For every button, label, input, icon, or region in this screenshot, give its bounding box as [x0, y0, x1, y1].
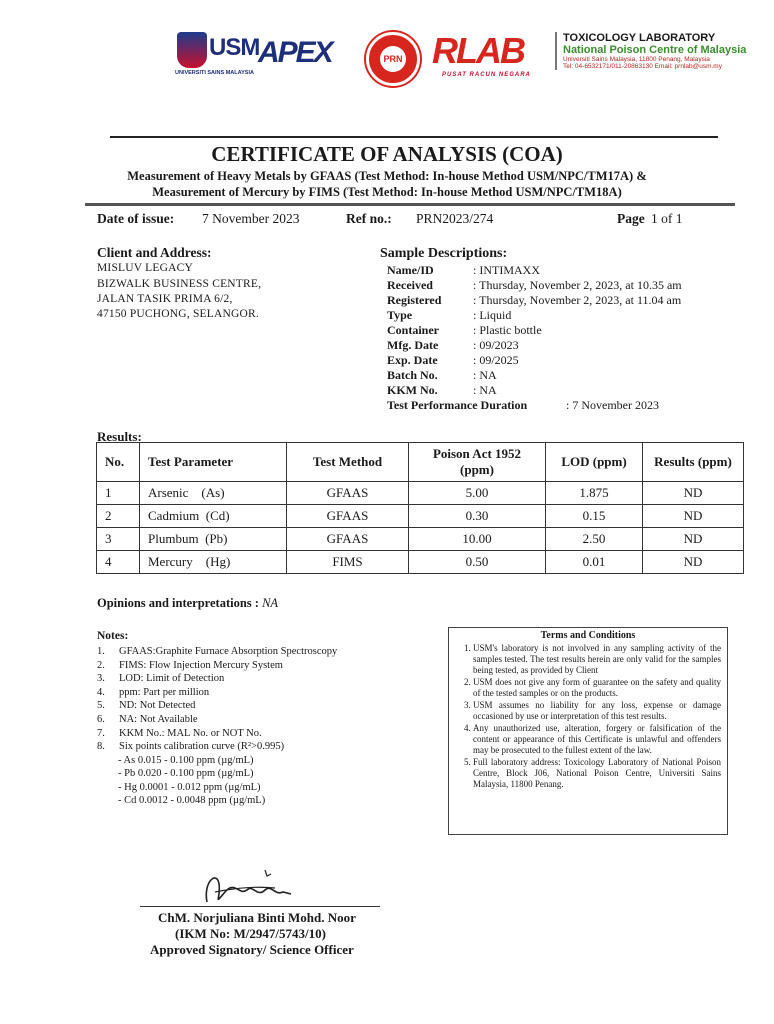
terms-and-conditions-box: [448, 627, 728, 835]
cell-method: GFAAS: [287, 482, 409, 505]
usm-logo-subtitle: UNIVERSITI SAINS MALAYSIA: [175, 70, 254, 76]
terms-item: 5. Full laboratory address: Toxicology Laboratory of National Poison Centre, Block J06, National Poison Centre, Universiti Sains Malaysia, 11800 Penang.: [473, 757, 721, 790]
note-text: GFAAS:Graphite Furnace Absorption Spectroscopy: [119, 646, 338, 657]
note-item: [97, 700, 195, 711]
cell-parameter: Plumbum (Pb): [140, 528, 287, 551]
note-number: 5.: [97, 700, 105, 711]
apex-logo-word: APEX: [258, 36, 332, 69]
page-value: 1 of 1: [651, 211, 683, 226]
note-text: ppm: Part per million: [119, 687, 210, 698]
cell-no: 3: [97, 528, 140, 551]
sample-label: Type: [387, 308, 413, 322]
note-text: ND: Not Detected: [119, 700, 196, 711]
note-item: [97, 646, 337, 657]
note-item: [97, 660, 283, 671]
lab-name: TOXICOLOGY LABORATORY: [563, 32, 716, 44]
sample-value: : Thursday, November 2, 2023, at 10.35 am: [473, 278, 682, 292]
results-table: [96, 442, 744, 574]
sample-value: : NA: [473, 368, 497, 382]
cell-result: ND: [643, 528, 744, 551]
page-label: Page: [617, 211, 645, 226]
sample-value: : Plastic bottle: [473, 323, 542, 337]
sample-value: : Thursday, November 2, 2023, at 11.04 am: [473, 293, 682, 307]
signatory-ikm: (IKM No: M/2947/5743/10): [175, 926, 326, 941]
client-line: MISLUV LEGACY: [97, 262, 193, 274]
sample-value: : 09/2023: [473, 338, 519, 352]
sample-value: : Liquid: [473, 308, 512, 322]
cell-lod: 0.01: [546, 551, 643, 574]
prn-logo-word: PRN: [380, 46, 406, 72]
client-line: BIZWALK BUSINESS CENTRE,: [97, 278, 262, 290]
cell-parameter: Mercury (Hg): [140, 551, 287, 574]
usm-logo: [175, 30, 260, 80]
calibration-range: - Cd 0.0012 - 0.0048 ppm (µg/mL): [118, 795, 266, 806]
table-row: [97, 505, 744, 528]
cell-poison-act: 10.00: [409, 528, 546, 551]
cell-no: 4: [97, 551, 140, 574]
apex-logo: [258, 36, 332, 70]
note-number: 8.: [97, 741, 105, 752]
terms-heading: Terms and Conditions: [540, 630, 636, 641]
lab-contact: Tel: 04-6532171/011-20863130 Email: prnlab@usm.my: [563, 63, 722, 70]
sample-heading: Sample Descriptions:: [380, 246, 508, 261]
client-line: 47150 PUCHONG, SELANGOR.: [97, 308, 259, 320]
col-header-no: No.: [97, 443, 140, 482]
client-heading: Client and Address:: [97, 245, 212, 260]
note-number: 2.: [97, 660, 105, 671]
cell-parameter: Arsenic (As): [140, 482, 287, 505]
document-subtitle-2: Measurement of Mercury by FIMS (Test Method: In-house Method USM/NPC/TM18A): [152, 185, 622, 199]
cell-lod: 2.50: [546, 528, 643, 551]
results-header-row: [97, 443, 744, 482]
col-header-poison-act: Poison Act 1952 (ppm): [409, 443, 546, 482]
terms-item: 4. Any unauthorized use, alteration, forgery or falsification of the content or appearance of this Certificate is unlawful and offenders may be prosecuted to the fullest extent of the law.: [473, 723, 721, 756]
col-header-method: Test Method: [287, 443, 409, 482]
table-row: [97, 482, 744, 505]
sample-label: Received: [387, 278, 433, 292]
cell-method: FIMS: [287, 551, 409, 574]
rlab-logo-subtitle: PUSAT RACUN NEGARA: [442, 72, 531, 78]
date-of-issue-label: Date of issue:: [97, 211, 175, 226]
note-item: [97, 728, 262, 739]
test-duration-label: Test Performance Duration: [387, 398, 528, 412]
note-number: 3.: [97, 673, 105, 684]
opinions-label: Opinions and interpretations :: [97, 596, 259, 610]
sample-label: Batch No.: [387, 368, 438, 382]
note-item: [97, 714, 198, 725]
note-text: NA: Not Available: [119, 714, 198, 725]
cell-poison-act: 5.00: [409, 482, 546, 505]
calibration-range: - As 0.015 - 0.100 ppm (µg/mL): [118, 755, 254, 766]
note-number: 7.: [97, 728, 105, 739]
terms-item: 3. USM assumes no liability for any loss, expense or damage occasioned by use or interpretation of this test results.: [473, 700, 721, 722]
usm-crest-icon: [177, 32, 207, 68]
document-title: CERTIFICATE OF ANALYSIS (COA): [211, 142, 563, 166]
usm-logo-word: USM: [209, 34, 260, 61]
col-header-results: Results (ppm): [643, 443, 744, 482]
sample-label: Name/ID: [387, 263, 434, 277]
table-row: [97, 551, 744, 574]
cell-lod: 1.875: [546, 482, 643, 505]
note-number: 4.: [97, 687, 105, 698]
col-header-lod: LOD (ppm): [546, 443, 643, 482]
sample-label: Registered: [387, 293, 442, 307]
cell-poison-act: 0.50: [409, 551, 546, 574]
col-header-parameter: Test Parameter: [140, 443, 287, 482]
signatory-name: ChM. Norjuliana Binti Mohd. Noor: [158, 910, 356, 925]
title-top-rule: [110, 136, 718, 138]
sample-label: Mfg. Date: [387, 338, 439, 352]
sample-label: Container: [387, 323, 439, 337]
note-text: LOD: Limit of Detection: [119, 673, 225, 684]
terms-item: 2. USM does not give any form of guarantee on the safety and quality of the tested samples or on the products.: [473, 677, 721, 699]
sample-label: Exp. Date: [387, 353, 438, 367]
lab-address: Universiti Sains Malaysia, 11800 Penang, Malaysia: [563, 56, 710, 63]
sample-value: : NA: [473, 383, 497, 397]
note-item: [97, 673, 224, 684]
handwritten-signature: [195, 862, 315, 912]
notes-heading: Notes:: [97, 630, 129, 642]
date-of-issue-value: 7 November 2023: [202, 211, 300, 226]
rlab-logo-word: RLAB: [432, 30, 524, 71]
results-label: Results:: [97, 429, 142, 444]
ref-no-value: PRN2023/274: [416, 211, 494, 226]
signature-line: [140, 906, 380, 907]
note-text: KKM No.: MAL No. or NOT No.: [119, 728, 262, 739]
cell-result: ND: [643, 551, 744, 574]
opinions: [97, 596, 278, 611]
table-row: [97, 528, 744, 551]
centre-name: National Poison Centre of Malaysia: [563, 44, 747, 56]
note-number: 1.: [97, 646, 105, 657]
terms-item: 1. USM's laboratory is not involved in any sampling activity of the samples tested. The test results herein are only valid for the samples being tested, as provided by Client: [473, 643, 721, 676]
ref-no-label: Ref no.:: [346, 211, 392, 226]
document-subtitle-1: Measurement of Heavy Metals by GFAAS (Test Method: In-house Method USM/NPC/TM17A) &: [127, 169, 647, 183]
calibration-range: - Hg 0.0001 - 0.012 ppm (µg/mL): [118, 782, 261, 793]
sample-value: : 09/2025: [473, 353, 519, 367]
cell-no: 2: [97, 505, 140, 528]
opinions-value: NA: [262, 596, 279, 610]
note-text: Six points calibration curve (R²>0.995): [119, 741, 285, 752]
note-number: 6.: [97, 714, 105, 725]
cell-result: ND: [643, 482, 744, 505]
cell-poison-act: 0.30: [409, 505, 546, 528]
rlab-logo: [432, 30, 547, 84]
lab-info: [555, 32, 774, 70]
calibration-range: - Pb 0.020 - 0.100 ppm (µg/mL): [118, 768, 254, 779]
cell-parameter: Cadmium (Cd): [140, 505, 287, 528]
cell-method: GFAAS: [287, 505, 409, 528]
sample-value: : INTIMAXX: [473, 263, 540, 277]
cell-no: 1: [97, 482, 140, 505]
terms-list: [455, 643, 721, 790]
sample-label: KKM No.: [387, 383, 438, 397]
test-duration-value: : 7 November 2023: [566, 398, 659, 412]
cell-method: GFAAS: [287, 528, 409, 551]
cell-result: ND: [643, 505, 744, 528]
note-text: FIMS: Flow Injection Mercury System: [119, 660, 283, 671]
note-item: [97, 687, 209, 698]
cell-lod: 0.15: [546, 505, 643, 528]
prn-logo: [366, 32, 420, 86]
note-item: [97, 741, 284, 752]
signatory-role: Approved Signatory/ Science Officer: [150, 942, 354, 957]
title-bottom-rule: [85, 203, 735, 206]
client-line: JALAN TASIK PRIMA 6/2,: [97, 293, 233, 305]
